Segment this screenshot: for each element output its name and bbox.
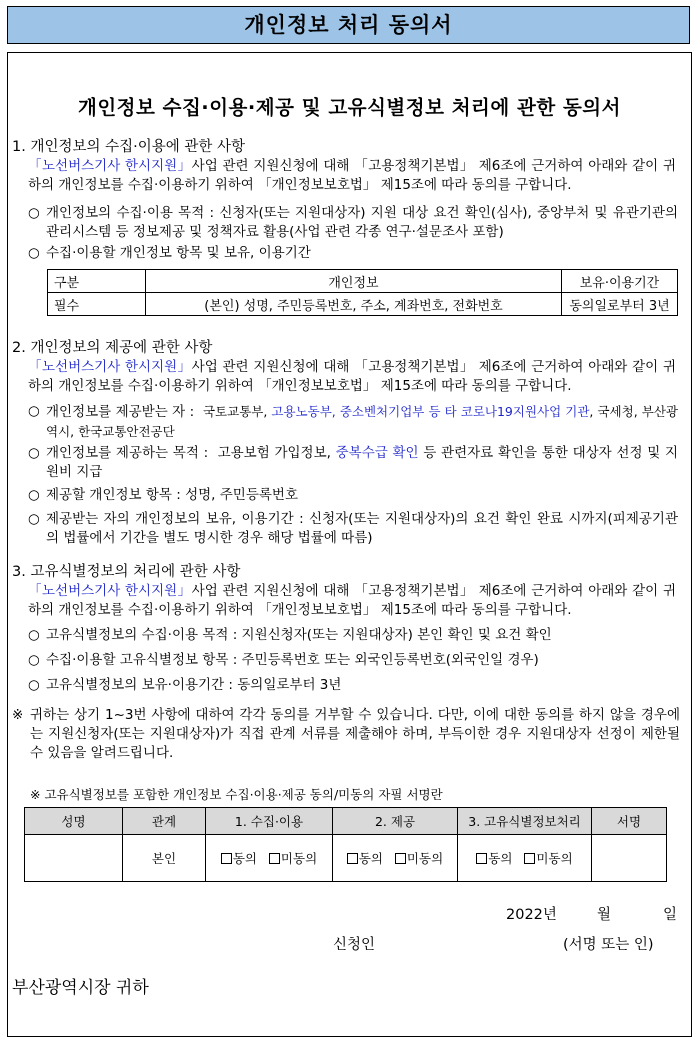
section3-bullet-retention [28,676,678,695]
section2-heading: 2. 개인정보의 제공에 관한 사항 [12,340,213,356]
uid-retention-text: 고유식별정보의 보유·이용기간 : 동의일로부터 3년 [46,677,342,693]
refusal-notice [12,706,680,763]
uid-header: 3. 고유식별정보처리 [458,808,592,835]
table-row [48,293,678,316]
section3-intro-text: 사업 관련 지원신청에 대해 「고용정책기본법」 제6조에 근거하여 아래와 같이 귀하의 개인정보를 수집·이용하기 위하여 「개인정보보호법」 제15조에 따라 동의를 구합니다. [28,583,676,618]
table-header-row [48,270,678,293]
section1-bullet-purpose [28,204,678,242]
agree-checkbox[interactable] [221,853,232,864]
provide-items-text: 제공할 개인정보 항목 : 성명, 주민등록번호 [46,487,298,503]
date-year: 2022년 [506,907,557,923]
document-title: 개인정보 수집·이용·제공 및 고유식별정보 처리에 관한 동의서 [78,96,621,119]
recipients-label: 개인정보를 제공받는 자 : [46,404,199,420]
circle-bullet-icon: ○ [28,511,40,527]
signature-field[interactable] [592,835,667,882]
disagree-label: 미동의 [536,851,573,866]
signature-table [24,807,667,882]
duplicate-check: 중복수급 확인 [335,445,419,461]
collect-use-choice [206,835,333,882]
project-name: 「노선버스기사 한시지원」 [28,359,192,375]
relation-header: 관계 [123,808,206,835]
signature-header-row [25,808,667,835]
form-title: 개인정보 처리 동의서 [244,13,453,37]
section2-bullet-purpose [28,444,678,482]
section3-bullet-items [28,651,678,670]
table-cell: (본인) 성명, 주민등록번호, 주소, 계좌번호, 전화번호 [146,293,562,316]
section1-heading: 1. 개인정보의 수집·이용에 관한 사항 [12,139,245,155]
date-day: 일 [663,907,678,923]
section1-intro-text: 사업 관련 지원신청에 대해 「고용정책기본법」 제6조에 근거하여 아래와 같이 귀하의 개인정보를 수집·이용하기 위하여 「개인정보보호법」 제15조에 따라 동의를 구합니다. [28,158,676,193]
section2-bullet-retention [28,510,678,548]
section2-intro [28,358,676,396]
circle-bullet-icon: ○ [28,677,40,693]
retention-text: 제공받는 자의 개인정보의 보유, 이용기간 : 신청자(또는 지원대상자)의 요건 확인 완료 시까지(피제공기관의 법률에서 기간을 별도 명시한 경우 해당 법률에 따름) [46,511,678,546]
uid-items-text: 수집·이용할 고유식별정보 항목 : 주민등록번호 또는 외국인등록번호(외국인일 경우) [46,652,539,668]
relation-cell: 본인 [123,835,206,882]
section3-heading: 3. 고유식별정보의 처리에 관한 사항 [12,564,241,580]
table-header: 구분 [48,270,146,293]
section2-bullet-items [28,486,678,505]
signature-section-note: ※ 고유식별정보를 포함한 개인정보 수집·이용·제공 동의/미동의 자필 서명란 [30,787,443,802]
refusal-notice-text: 귀하는 상기 1~3번 사항에 대하여 각각 동의를 거부할 수 있습니다. 다만, 이에 대한 동의를 하지 않을 경우에는 지원신청자(또는 지원대상자)가 직접 관계 서류를 제출해야 하며, 부득이한 경우 지원대상자 선정이 제한될 수 있음을 알려드립니다. [30,707,680,761]
purpose-text: 개인정보의 수집·이용 목적 : 신청자(또는 지원대상자) 지원 대상 요건 확인(심사), 중앙부처 및 유관기관의 관리시스템 등 정보제공 및 정책자료 활용(사업 관련 각종 연구·설문조사 포함) [46,205,678,240]
collect-use-header: 1. 수집·이용 [206,808,333,835]
other-agencies: 고용노동부, 중소벤처기업부 등 타 코로나19지원사업 기관 [271,404,590,419]
project-name: 「노선버스기사 한시지원」 [28,583,192,599]
name-field[interactable] [25,835,123,882]
reference-mark-icon: ※ [12,707,24,723]
section3-bullet-purpose [28,626,678,645]
applicant-label: 신청인 [333,937,376,953]
provide-purpose-label: 개인정보를 제공하는 목적 : [46,445,213,461]
disagree-checkbox[interactable] [395,853,406,864]
uid-choice [458,835,592,882]
items-text: 수집·이용할 개인정보 항목 및 보유, 이용기간 [46,245,311,261]
section3-intro [28,582,676,620]
circle-bullet-icon: ○ [28,487,40,503]
table-header: 개인정보 [146,270,562,293]
agree-label: 동의 [358,851,383,866]
circle-bullet-icon: ○ [28,652,40,668]
circle-bullet-icon: ○ [28,403,40,419]
table-cell: 필수 [48,293,146,316]
provide-header: 2. 제공 [333,808,458,835]
project-name: 「노선버스기사 한시지원」 [28,158,192,174]
signature-row [25,835,667,882]
agree-label: 동의 [232,851,257,866]
section2-bullet-recipients [28,402,678,442]
circle-bullet-icon: ○ [28,445,40,461]
form-title-banner [7,6,690,44]
collection-table [47,269,678,316]
provide-purpose-value: 고용보험 가입정보, 중복수급 확인 등 관련자료 확인을 통한 대상자 선정 및 지원비 지급 [46,445,678,480]
table-cell: 동의일로부터 3년 [562,293,678,316]
disagree-label: 미동의 [406,851,444,866]
section1-intro [28,157,676,195]
circle-bullet-icon: ○ [28,627,40,643]
table-header: 보유·이용기간 [562,270,678,293]
provide-choice [333,835,458,882]
uid-purpose-text: 고유식별정보의 수집·이용 목적 : 지원신청자(또는 지원대상자) 본인 확인 및 요건 확인 [46,627,552,643]
circle-bullet-icon: ○ [28,245,40,261]
addressee: 부산광역시장 귀하 [12,978,149,998]
disagree-checkbox[interactable] [524,853,535,864]
agree-label: 동의 [488,851,513,866]
circle-bullet-icon: ○ [28,205,40,221]
name-header: 성명 [25,808,123,835]
section2-intro-text: 사업 관련 지원신청에 대해 「고용정책기본법」 제6조에 근거하여 아래와 같이 귀하의 개인정보를 수집·이용하기 위하여 「개인정보보호법」 제15조에 따라 동의를 구합니다. [28,359,676,394]
agree-checkbox[interactable] [476,853,487,864]
date-month: 월 [597,907,612,923]
disagree-checkbox[interactable] [269,853,280,864]
disagree-label: 미동의 [280,851,318,866]
section1-bullet-items [28,244,678,263]
recipients-value: 국토교통부, 고용노동부, 중소벤처기업부 등 타 코로나19지원사업 기관, 국세청, 부산광역시, 한국교통안전공단 [46,404,678,439]
agree-checkbox[interactable] [347,853,358,864]
signature-header: 서명 [592,808,667,835]
applicant-signature-hint: (서명 또는 인) [563,937,654,953]
